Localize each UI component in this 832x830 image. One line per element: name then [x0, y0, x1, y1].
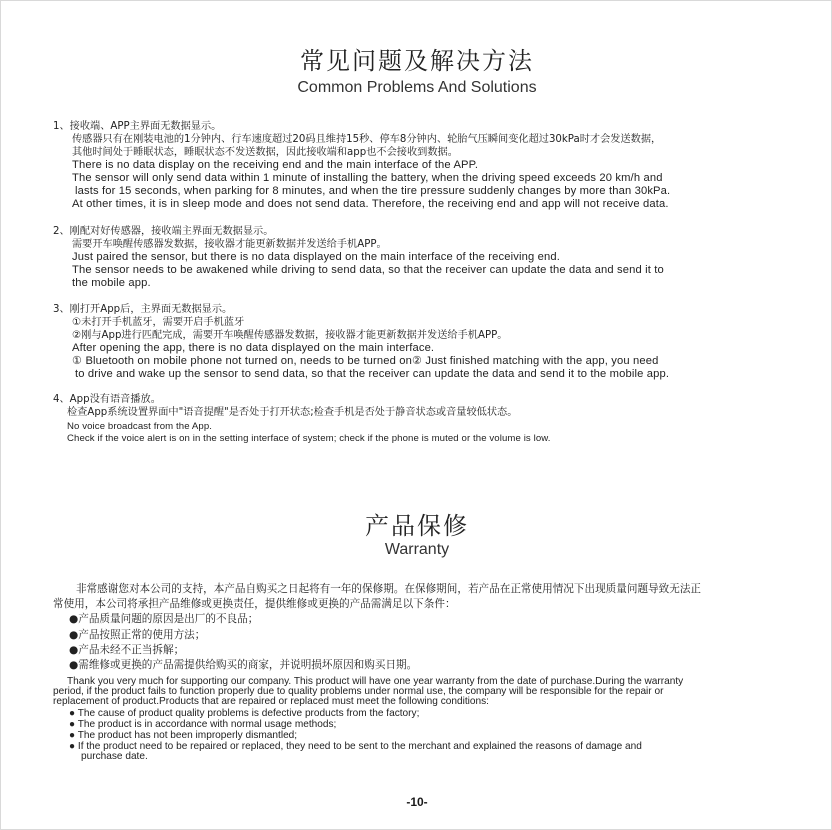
- problem-1-cn-line: 传感器只有在刚装电池的1分钟内、行车速度超过20码且维持15秒、停车8分钟内、轮胎气压瞬间变化超过30kPa时才会发送数据，: [72, 134, 662, 145]
- problem-1-en-line: There is no data display on the receiving end and the main interface of the APP.: [72, 159, 479, 171]
- warranty-cn-paragraph: 常使用，本公司将承担产品维修或更换责任，提供维修或更换的产品需满足以下条件：: [53, 598, 456, 610]
- problem-2-cn-line: 需要开车唤醒传感器发数据，接收器才能更新数据并发送给手机APP。: [72, 239, 387, 250]
- problem-3-heading: 3、刚打开App后，主界面无数据显示。: [53, 304, 233, 315]
- page-number: -10-: [406, 795, 428, 809]
- warranty-en-paragraph: replacement of product.Products that are repaired or replaced must meet the following conditions:: [53, 696, 489, 707]
- problem-1-en-line: The sensor will only send data within 1 minute of installing the battery, when the driving speed exceeds 20 km/h and: [72, 172, 663, 184]
- problem-3-cn-line: ②刚与App进行匹配完成，需要开车唤醒传感器发数据，接收器才能更新数据并发送给手机APP。: [72, 330, 508, 341]
- warranty-en-paragraph: period, if the product fails to function properly due to quality problems under normal use, the company will be responsible for the repair or: [53, 686, 664, 697]
- warranty-en-condition: ● The product has not been improperly dismantled;: [69, 730, 298, 741]
- problem-1-en-line: lasts for 15 seconds, when parking for 8 minutes, and when the tire pressure suddenly changes by more than 30kPa.: [75, 185, 671, 197]
- problem-2-heading: 2、刚配对好传感器，接收端主界面无数据显示。: [53, 226, 274, 237]
- warranty-en-condition: purchase date.: [81, 751, 148, 762]
- problem-3-cn-line: ①未打开手机蓝牙，需要开启手机蓝牙: [72, 317, 245, 328]
- problem-3-en-line: ① Bluetooth on mobile phone not turned on, needs to be turned on② Just finished matching with the app, you need: [72, 355, 659, 367]
- warranty-cn-condition: ●产品按照正常的使用方法；: [69, 629, 206, 641]
- warranty-cn-paragraph: 非常感谢您对本公司的支持，本产品自购买之日起将有一年的保修期。在保修期间，若产品在正常使用情况下出现质量问题导致无法正: [76, 583, 702, 595]
- warranty-en-condition: ● The product is in accordance with normal usage methods;: [69, 719, 337, 730]
- problems-title-en: Common Problems And Solutions: [297, 79, 537, 96]
- warranty-en-condition: ● The cause of product quality problems is defective products from the factory;: [69, 708, 420, 719]
- problem-4-heading: 4、App没有语音播放。: [53, 394, 161, 405]
- problem-1-cn-line: 其他时间处于睡眠状态，睡眠状态不发送数据，因此接收端和app也不会接收到数据。: [72, 147, 458, 158]
- problem-3-en-line: After opening the app, there is no data displayed on the main interface.: [72, 342, 435, 354]
- problem-3-en-line: to drive and wake up the sensor to send data, so that the receiver can update the data and send it to the mobile app.: [75, 368, 670, 380]
- problem-1-en-line: At other times, it is in sleep mode and does not send data. Therefore, the receiving end and app will not receive data.: [72, 198, 669, 210]
- warranty-en-paragraph: Thank you very much for supporting our company. This product will have one year warranty from the date of purchase.During the warranty: [67, 676, 684, 687]
- warranty-title-en: Warranty: [384, 541, 450, 558]
- problem-4-en-line: No voice broadcast from the App.: [67, 421, 213, 432]
- warranty-cn-condition: ●产品质量问题的原因是出厂的不良品；: [69, 613, 259, 625]
- problem-4-cn-line: 检查App系统设置界面中"语音提醒"是否处于打开状态;检查手机是否处于静音状态或音量较低状态。: [67, 407, 518, 418]
- warranty-title-cn: 产品保修: [365, 512, 469, 540]
- warranty-cn-condition: ●需维修或更换的产品需提供给购买的商家，并说明损坏原因和购买日期。: [69, 659, 418, 671]
- problems-title-cn: 常见问题及解决方法: [300, 47, 534, 75]
- warranty-cn-condition: ●产品未经不正当拆解；: [69, 644, 185, 656]
- problem-4-en-line: Check if the voice alert is on in the setting interface of system; check if the phone is muted or the volume is low.: [67, 433, 551, 444]
- problem-2-en-line: the mobile app.: [72, 277, 151, 289]
- problem-1-heading: 1、接收端、APP主界面无数据显示。: [53, 121, 222, 132]
- problem-2-en-line: The sensor needs to be awakened while driving to send data, so that the receiver can update the data and send it to: [72, 264, 664, 276]
- problem-2-en-line: Just paired the sensor, but there is no data displayed on the main interface of the receiving end.: [72, 251, 560, 263]
- warranty-en-condition: ● If the product need to be repaired or replaced, they need to be sent to the merchant and explained the reasons of damage and: [69, 741, 642, 752]
